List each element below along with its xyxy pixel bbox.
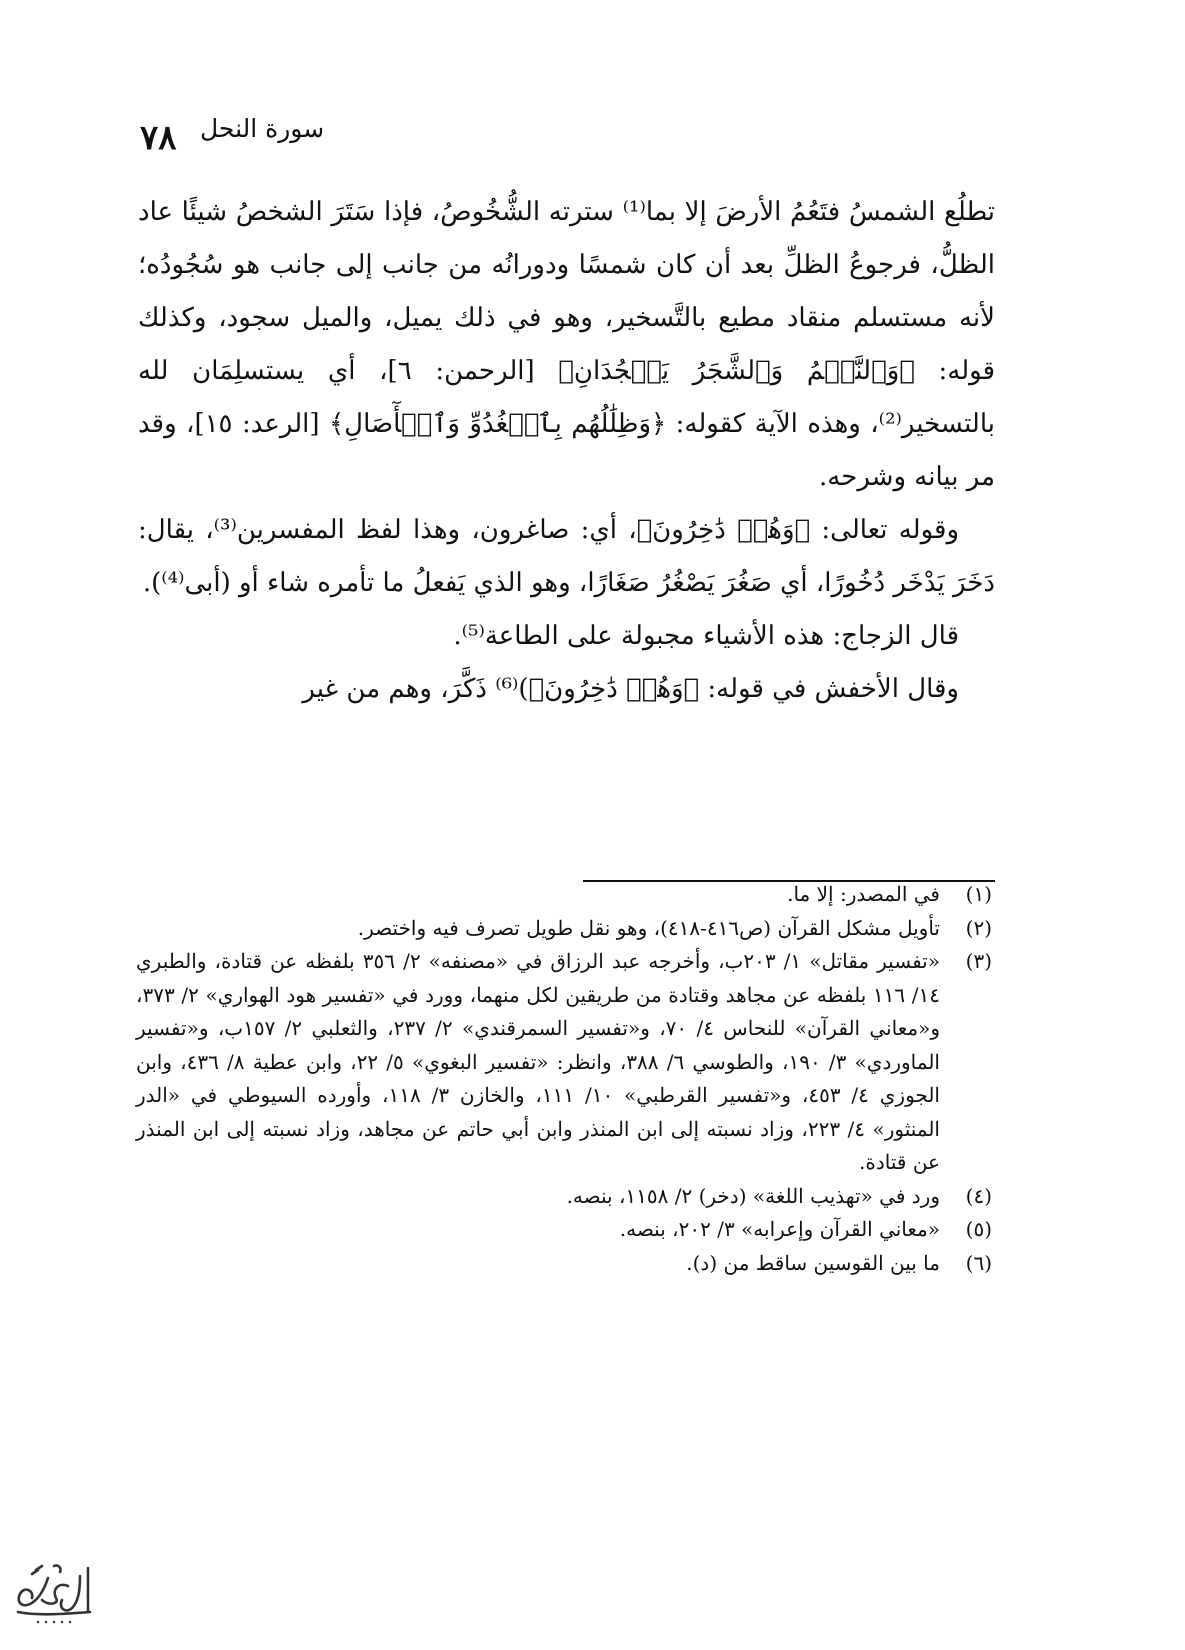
footnote-1	[136, 878, 992, 912]
footnote-number: (١)	[965, 882, 992, 906]
footnote-text: تأويل مشكل القرآن (ص٤١٦-٤١٨)، وهو نقل طويل تصرف فيه واختصر.	[357, 915, 940, 940]
footnote-text: «معاني القرآن وإعرابه» ٣/ ٢٠٢، بنصه.	[619, 1217, 940, 1241]
footnote-2	[136, 912, 992, 946]
footnote-3	[136, 945, 992, 1180]
footnote-number: (٦)	[965, 1250, 992, 1275]
footnote-6	[136, 1247, 992, 1281]
footnote-text: ما بين القوسين ساقط من (د).	[686, 1250, 940, 1275]
main-text	[138, 186, 995, 716]
page-number: ٧٨	[140, 118, 177, 158]
footnote-4	[136, 1180, 992, 1214]
footnote-text: في المصدر: إلا ما.	[787, 882, 940, 906]
footnote-text: ورد في «تهذيب اللغة» (دخر) ٢/ ١١٥٨، بنصه.	[566, 1183, 940, 1208]
footnote-text: «تفسير مقاتل» ١/ ٢٠٣ب، وأخرجه عبد الرزاق في «مصنفه» ٢/ ٣٥٦ بلفظه عن قتادة، والطبري ١٤/ ١١٦ بلفظه عن مجاهد وقتادة من طريقين لكل منهما، وورد في «تفسير هود الهواري» ٢/ ٣٧٣، و«معاني القرآن» للنحاس ٤/ ٧٠، و«تفسير السمرقندي» ٢/ ٢٣٧، والثعلبي ٢/ ١٥٧ب، و«تفسير الماوردي» ٣/ ١٩٠، والطوسي ٦/ ٣٨٨، وانظر: «تفسير البغوي» ٥/ ٢٢، وابن عطية ٨/ ٤٣٦، وابن الجوزي ٤/ ٤٥٣، و«تفسير القرطبي» ١٠/ ١١١، والخازن ٣/ ١١٨، وأورده السيوطي في «الدر المنثور» ٤/ ٢٢٣، وزاد نسبته إلى ابن المنذر وابن أبي حاتم عن مجاهد، وزاد نسبته إلى ابن المنذر عن قتادة.	[136, 949, 940, 1174]
footnote-number: (٥)	[965, 1217, 992, 1241]
surah-title: سورة النحل	[200, 114, 325, 143]
paragraph-4: وقال الأخفش في قوله: ﴿وَهُمۡ دَٰخِرُونَ﴾)⁽⁶⁾ ذَكَّرَ، وهم من غير	[302, 674, 959, 704]
footnote-number: (٢)	[965, 915, 992, 940]
paragraph-1: تطلُع الشمسُ فتَعُمُ الأرضَ إلا بما⁽¹⁾ سترته الشُّخُوصُ، فإذا سَتَرَ الشخصُ شيئًا عاد الظلُّ، فرجوعُ الظلِّ بعد أن كان شمسًا ودورانُه من جانب إلى جانب هو سُجُودُه؛ لأنه مستسلم منقاد مطيع بالتَّسخير، وهو في ذلك يميل، والميل سجود، وكذلك قوله: ﴿وَٱلنَّجۡمُ وَٱلشَّجَرُ يَسۡجُدَانِ﴾ [الرحمن: ٦]، أي يستسلِمَان لله بالتسخير⁽²⁾، وهذه الآية كقوله: ﴿وَظِلَٰلُهُم بِٱلۡغُدُوِّ وَٱلۡأٓصَالِ﴾ [الرعد: ١٥]، وقد مر بيانه وشرحه.	[138, 197, 996, 492]
calligraphy-watermark-logo	[8, 1556, 94, 1634]
paragraph-3: قال الزجاج: هذه الأشياء مجبولة على الطاعة⁽⁵⁾.	[453, 621, 959, 651]
paragraph-2: وقوله تعالى: ﴿وَهُمۡ دَٰخِرُونَ﴾، أي: صاغرون، وهذا لفظ المفسرين⁽³⁾، يقال: دَخَرَ يَدْخَر دُخُورًا، أي صَغُرَ يَصْغُرُ صَغَارًا، وهو الذي يَفعلُ ما تأمره شاء أو (أبى⁽⁴⁾).	[138, 515, 995, 598]
footnote-5	[136, 1213, 992, 1247]
footnote-number: (٤)	[965, 1183, 992, 1208]
footnote-number: (٣)	[965, 949, 992, 973]
footnotes	[136, 878, 992, 1280]
